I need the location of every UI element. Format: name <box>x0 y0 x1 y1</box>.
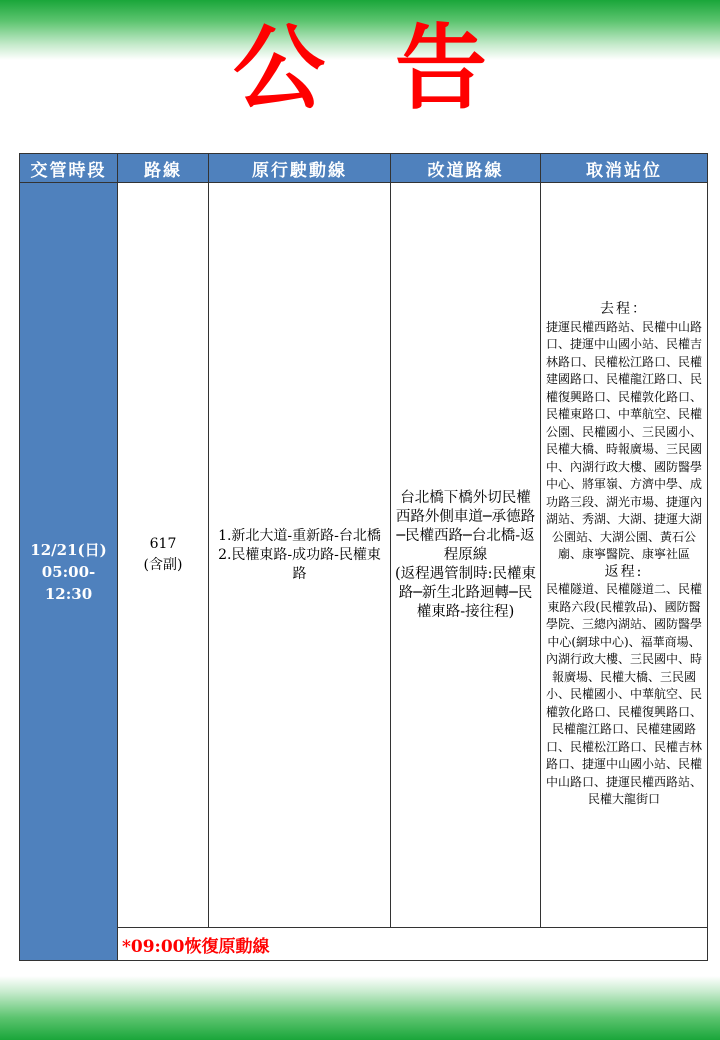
bottom-green-band <box>0 976 720 1040</box>
original-route-line-2: 2.民權東路-成功路-民權東路 <box>218 546 381 582</box>
header-route: 路線 <box>118 154 209 183</box>
footer-row <box>20 928 708 961</box>
resume-note: *09:00恢復原動線 <box>118 928 708 961</box>
header-period: 交管時段 <box>20 154 118 183</box>
return-stops: 民權隧道、民權隧道二、民權東路六段(民權敦品)、國防醫學院、三總內湖站、國防醫學中心(網球中心)、福華商場、內湖行政大樓、三民國中、時報廣場、民權大橋、三民國小、民權國小、中華航空、民權敦化路口、民權復興路口、民權龍江路口、民權建國路口、民權松江路口、民權吉林路口、捷運中山國小站、民權中山路口、捷運民權西路站、民權大龍街口 <box>545 582 702 807</box>
header-cancelled-stops: 取消站位 <box>541 154 708 183</box>
period-start: 05:00- <box>41 562 96 581</box>
original-route-line-1: 1.新北大道-重新路-台北橋 <box>218 527 381 544</box>
header-original-route: 原行駛動線 <box>209 154 391 183</box>
table-header-row <box>20 154 708 183</box>
table-row <box>20 183 708 928</box>
return-label: 返程: <box>604 563 644 580</box>
original-route-cell <box>209 183 391 928</box>
period-date: 12/21(日) <box>30 540 107 559</box>
header-detour: 改道路線 <box>391 154 541 183</box>
route-note: (含副) <box>143 557 183 573</box>
route-number: 617 <box>149 536 177 552</box>
traffic-control-table <box>19 153 708 961</box>
page-title: 公告 <box>232 14 557 122</box>
outbound-label: 去程： <box>600 301 648 318</box>
route-cell <box>118 183 209 928</box>
detour-cell <box>391 183 541 928</box>
detour-return: (返程遇管制時:民權東路─新生北路迴轉─民權東路-接往程) <box>394 565 537 620</box>
detour-main: 台北橋下橋外切民權西路外側車道─承德路─民權西路─台北橋-返程原線 <box>395 489 536 563</box>
cancelled-stops-cell <box>541 183 708 928</box>
outbound-stops: 捷運民權西路站、民權中山路口、捷運中山國小站、民權吉林路口、民權松江路口、民權建國路口、民權龍江路口、民權復興路口、民權敦化路口、民權東路口、中華航空、民權公園、民權國小、三民國小、民權大橋、時報廣場、三民國中、內湖行政大樓、國防醫學中心、將軍嶺、方濟中學、成功路三段、湖光市場、捷運內湖站、秀湖、大湖、捷運大湖公園站、大湖公園、黃石公廟、康寧醫院、康寧社區 <box>545 319 702 562</box>
period-end: 12:30 <box>44 584 93 603</box>
control-period-cell <box>20 183 118 961</box>
